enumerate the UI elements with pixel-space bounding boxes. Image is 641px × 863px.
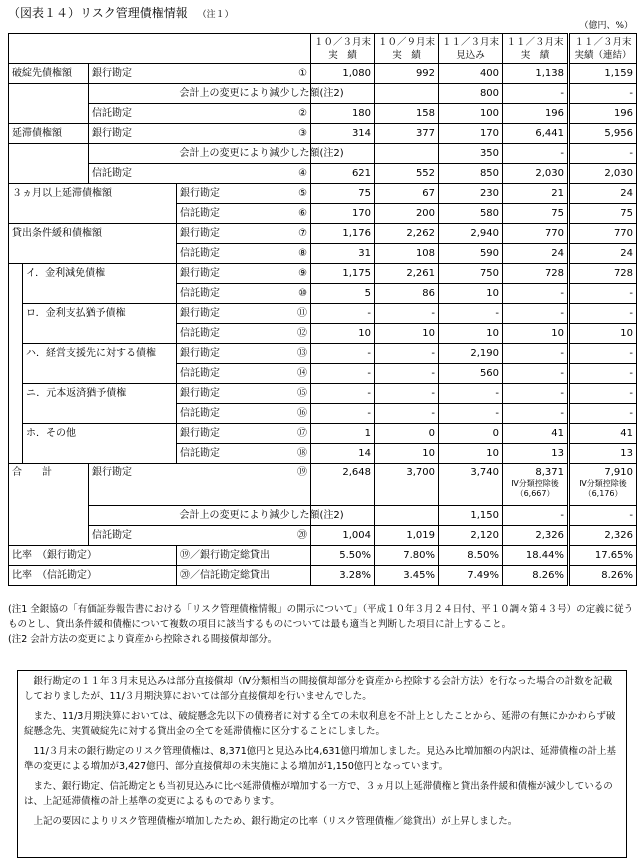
table-cell-value	[375, 144, 439, 164]
table-cell	[9, 104, 89, 124]
table-cell-value: -	[503, 304, 569, 324]
table-cell-value: 621	[311, 164, 375, 184]
commentary-box	[17, 670, 627, 858]
footnote-1: (注1 全銀協の「有価証券報告書における「リスク管理債権情報」の開示について」（平成１０年３月２４日付、平１０調々第４３号）の定義に従うものとし、貸出条件緩和債権について複数の項目に該当するものについては最も適当と判断した項目に計上すること。	[8, 604, 634, 630]
table-cell: 会計上の変更により減少した額(注2)	[177, 506, 311, 526]
table-cell: ３ヵ月以上延滞債権額	[9, 184, 177, 204]
table-cell-value: 2,190	[439, 344, 503, 364]
table-cell: イ．金利減免債権	[23, 264, 177, 284]
table-cell-value: 560	[439, 364, 503, 384]
table-row	[9, 84, 637, 104]
table-cell-value: -	[503, 404, 569, 424]
table-cell-value: 13	[569, 444, 637, 464]
table-cell-value: 7.80%	[375, 546, 439, 566]
table-cell: 信託勘定	[177, 404, 289, 424]
table-cell	[9, 364, 23, 384]
risk-table	[8, 33, 637, 586]
table-cell-value: 2,262	[375, 224, 439, 244]
table-cell-value: 2,648	[311, 464, 375, 506]
table-cell-value: 992	[375, 64, 439, 84]
table-cell-value: -	[375, 344, 439, 364]
table-cell-value: 1,138	[503, 64, 569, 84]
table-row	[9, 404, 637, 424]
table-cell: 信託勘定	[177, 284, 289, 304]
table-cell	[9, 204, 177, 224]
table-cell: ⑯	[289, 404, 311, 424]
table-cell	[9, 424, 23, 444]
table-cell-value: 314	[311, 124, 375, 144]
table-cell-value: 10	[439, 284, 503, 304]
table-cell: 信託勘定	[177, 444, 289, 464]
table-cell-value: 5	[311, 284, 375, 304]
table-cell: 信託勘定	[177, 244, 289, 264]
table-cell: 貸出条件緩和債権額	[9, 224, 177, 244]
table-cell: ⑲	[289, 464, 311, 506]
table-cell	[9, 324, 23, 344]
table-cell-value: 2,326	[503, 526, 569, 546]
table-cell-value: 1,019	[375, 526, 439, 546]
table-cell	[89, 144, 177, 164]
table-cell-value: 3,700	[375, 464, 439, 506]
table-cell: ⑦	[289, 224, 311, 244]
table-cell-value: -	[503, 384, 569, 404]
table-cell-value: -	[375, 384, 439, 404]
table-cell-value: 100	[439, 104, 503, 124]
table-row	[9, 164, 637, 184]
table-cell-value: -	[311, 344, 375, 364]
table-row	[9, 144, 637, 164]
table-cell: 信託勘定	[177, 204, 289, 224]
table-cell-value: 10	[375, 324, 439, 344]
table-cell-value: 1,080	[311, 64, 375, 84]
table-cell: ⑬	[289, 344, 311, 364]
table-cell-value: 850	[439, 164, 503, 184]
table-cell-value: -	[569, 384, 637, 404]
table-cell-value: 3.45%	[375, 566, 439, 586]
table-cell: ⑨	[289, 264, 311, 284]
table-cell-value: 31	[311, 244, 375, 264]
table-cell-value: 2,326	[569, 526, 637, 546]
table-cell-value: -	[569, 284, 637, 304]
table-cell-value: -	[311, 364, 375, 384]
table-cell: 信託勘定	[89, 104, 289, 124]
table-cell-value: -	[503, 506, 569, 526]
table-row	[9, 264, 637, 284]
table-cell-value	[375, 506, 439, 526]
table-row	[9, 364, 637, 384]
table-row	[9, 424, 637, 444]
table-cell-value: 13	[503, 444, 569, 464]
table-cell	[9, 444, 23, 464]
table-cell: ⑩	[289, 284, 311, 304]
table-cell-value: 377	[375, 124, 439, 144]
header-row	[9, 34, 637, 64]
table-cell: ⑧	[289, 244, 311, 264]
commentary-paragraph: 上記の要因によりリスク管理債権が増加したため、銀行勘定の比率（リスク管理債権／総貸出）が上昇しました。	[33, 816, 518, 827]
table-cell-value: 24	[503, 244, 569, 264]
table-cell-value: 8,371 Ⅳ分類控除後 （6,667）	[503, 464, 569, 506]
table-cell-value: 86	[375, 284, 439, 304]
footnotes	[8, 602, 636, 647]
table-cell: ⑳／信託勘定総貸出	[177, 566, 311, 586]
page-title	[8, 4, 234, 21]
table-cell: ②	[289, 104, 311, 124]
table-cell: ③	[289, 124, 311, 144]
table-cell-value: 350	[439, 144, 503, 164]
table-cell: 銀行勘定	[177, 304, 289, 324]
table-cell-value: 158	[375, 104, 439, 124]
table-cell-value: -	[569, 364, 637, 384]
table-cell-value: 3.28%	[311, 566, 375, 586]
table-cell: ニ．元本返済猶予債権	[23, 384, 177, 404]
table-cell	[89, 84, 177, 104]
table-cell: 銀行勘定	[89, 464, 289, 506]
table-cell-value: -	[375, 304, 439, 324]
table-cell-value: 24	[569, 244, 637, 264]
title-text: （図表１４）リスク管理債権情報	[8, 6, 188, 20]
table-cell-value: 8.50%	[439, 546, 503, 566]
table-cell-value: 580	[439, 204, 503, 224]
table-row	[9, 204, 637, 224]
table-cell: 信託勘定	[177, 364, 289, 384]
header-c5: １１／３月末 実績（連結）	[569, 34, 637, 64]
table-cell-value: 2,030	[503, 164, 569, 184]
table-cell-value: 41	[503, 424, 569, 444]
table-cell	[9, 526, 89, 546]
table-cell-value: -	[503, 364, 569, 384]
table-cell-value: 770	[569, 224, 637, 244]
table-cell: ロ．金利支払猶予債権	[23, 304, 177, 324]
table-cell	[9, 84, 89, 104]
table-cell	[9, 144, 89, 164]
table-cell-value: 10	[503, 324, 569, 344]
table-cell-value: -	[439, 384, 503, 404]
table-cell: 銀行勘定	[177, 184, 289, 204]
table-cell: ⑰	[289, 424, 311, 444]
table-cell-value: 10	[311, 324, 375, 344]
unit-label: （億円、%）	[579, 21, 633, 31]
table-cell-value: 800	[439, 84, 503, 104]
table-cell	[23, 444, 177, 464]
table-cell: ⑮	[289, 384, 311, 404]
table-cell-value: 728	[569, 264, 637, 284]
table-cell-value: -	[311, 384, 375, 404]
table-cell	[9, 506, 89, 526]
table-cell-value: 2,120	[439, 526, 503, 546]
table-cell-value: 170	[311, 204, 375, 224]
table-cell: ⑳	[289, 526, 311, 546]
table-cell	[9, 404, 23, 424]
table-cell-value: 552	[375, 164, 439, 184]
table-cell-value: 41	[569, 424, 637, 444]
table-cell-value: -	[569, 144, 637, 164]
table-cell: ⑥	[289, 204, 311, 224]
table-row-ratio	[9, 546, 637, 566]
table-cell: 銀行勘定	[89, 124, 289, 144]
header-c2: １０／９月末 実 績	[375, 34, 439, 64]
footnote-2: (注2 会計方法の変更により資産から控除される間接償却部分。	[8, 634, 278, 645]
table-cell-value	[375, 84, 439, 104]
table-cell-value: 67	[375, 184, 439, 204]
table-row	[9, 506, 637, 526]
table-cell	[9, 284, 23, 304]
table-cell-value: 3,740	[439, 464, 503, 506]
table-cell-value: 2,940	[439, 224, 503, 244]
table-cell-value: 10	[439, 444, 503, 464]
table-cell-value: 2,030	[569, 164, 637, 184]
table-cell: ⑭	[289, 364, 311, 384]
table-row	[9, 444, 637, 464]
table-cell: 信託勘定	[177, 324, 289, 344]
table-cell-value: 0	[375, 424, 439, 444]
table-cell-value: 230	[439, 184, 503, 204]
table-cell-value: 400	[439, 64, 503, 84]
table-cell-value: 18.44%	[503, 546, 569, 566]
table-cell: ④	[289, 164, 311, 184]
table-cell-value: 14	[311, 444, 375, 464]
table-cell-value: 24	[569, 184, 637, 204]
table-cell: 銀行勘定	[89, 64, 289, 84]
table-cell-value: 10	[439, 324, 503, 344]
table-row	[9, 224, 637, 244]
table-cell: ⑫	[289, 324, 311, 344]
commentary-paragraph: また、11/3月期決算においては、破綻懸念先以下の債務者に対する全ての未収利息を不計上としたことから、延滞の有無にかかわらず破綻懸念先、実質破綻先に対する貸出金の全てを延滞債権に区分することにしました。	[24, 711, 616, 737]
table-cell-value: -	[439, 304, 503, 324]
table-cell-value: -	[439, 404, 503, 424]
table-cell-value: -	[569, 404, 637, 424]
table-row-ratio	[9, 566, 637, 586]
table-cell-value: -	[503, 144, 569, 164]
commentary-paragraph: 銀行勘定の１１年３月末見込みは部分直接償却（Ⅳ分類相当の間接償却部分を資産から控除する会計方法）を行なった場合の計数を記載しておりましたが、11/３月期決算においては部分直接償却を行いませんでした。	[24, 676, 613, 702]
table-cell	[23, 324, 177, 344]
table-cell: 会計上の変更により減少した額(注2)	[177, 144, 311, 164]
table-row	[9, 304, 637, 324]
table-cell: ホ．その他	[23, 424, 177, 444]
table-row	[9, 284, 637, 304]
table-cell	[23, 284, 177, 304]
table-cell-value: -	[503, 84, 569, 104]
table-row	[9, 344, 637, 364]
table-cell: 信託勘定	[89, 526, 289, 546]
table-cell-value: 75	[311, 184, 375, 204]
table-cell-value: -	[375, 364, 439, 384]
table-cell: 延滞債権額	[9, 124, 89, 144]
table-row	[9, 124, 637, 144]
table-cell	[9, 384, 23, 404]
table-row	[9, 184, 637, 204]
table-cell-value: 8.26%	[503, 566, 569, 586]
table-cell-value: 196	[569, 104, 637, 124]
table-cell-value: -	[569, 304, 637, 324]
table-cell-value: 200	[375, 204, 439, 224]
table-cell-value: -	[503, 344, 569, 364]
table-cell-value: 0	[439, 424, 503, 444]
table-row	[9, 64, 637, 84]
table-cell-value: 21	[503, 184, 569, 204]
table-cell-value: 1	[311, 424, 375, 444]
table-cell-value: 728	[503, 264, 569, 284]
table-row	[9, 324, 637, 344]
table-cell-value: 1,159	[569, 64, 637, 84]
table-cell: ⑲／銀行勘定総貸出	[177, 546, 311, 566]
table-cell-value: -	[311, 304, 375, 324]
table-cell: 銀行勘定	[177, 224, 289, 244]
table-cell-value: 10	[569, 324, 637, 344]
table-cell-value: 196	[503, 104, 569, 124]
table-cell: ⑤	[289, 184, 311, 204]
table-cell	[23, 364, 177, 384]
table-cell	[9, 244, 177, 264]
table-cell	[9, 304, 23, 324]
table-cell-value: 5,956	[569, 124, 637, 144]
table-cell: 信託勘定	[89, 164, 289, 184]
header-c4: １１／３月末 実 績	[503, 34, 569, 64]
table-cell-value: 2,261	[375, 264, 439, 284]
table-cell-value: 770	[503, 224, 569, 244]
table-row	[9, 244, 637, 264]
table-cell: ハ．経営支援先に対する債権	[23, 344, 177, 364]
table-cell: ①	[289, 64, 311, 84]
table-cell	[9, 264, 23, 284]
row-group-label: 破綻先債権額	[9, 64, 89, 84]
commentary-paragraph: 11/３月末の銀行勘定のリスク管理債権は、8,371億円と見込み比4,631億円増加しました。見込み比増加額の内訳は、延滞債権の計上基準の変更による増加が3,427億円、部分直接償却の未実施による増加が1,150億円となっています。	[24, 746, 616, 772]
table-cell	[9, 164, 89, 184]
table-cell	[9, 344, 23, 364]
table-cell-value: 7.49%	[439, 566, 503, 586]
table-cell-value: 1,150	[439, 506, 503, 526]
table-cell-value: 5.50%	[311, 546, 375, 566]
table-cell: 比率 （銀行勘定）	[9, 546, 177, 566]
table-cell: 会計上の変更により減少した額(注2)	[177, 84, 311, 104]
table-cell-value: 6,441	[503, 124, 569, 144]
table-cell: 合 計	[9, 464, 89, 506]
table-cell: 比率 （信託勘定）	[9, 566, 177, 586]
table-cell-value: -	[503, 284, 569, 304]
title-note: （注１）	[197, 10, 234, 20]
table-cell-value: 17.65%	[569, 546, 637, 566]
table-cell: 銀行勘定	[177, 264, 289, 284]
table-cell-value: -	[311, 404, 375, 424]
table-cell	[89, 506, 177, 526]
table-cell	[9, 34, 311, 64]
table-cell: ⑪	[289, 304, 311, 324]
table-cell-value: 590	[439, 244, 503, 264]
table-cell-value: -	[569, 84, 637, 104]
table-cell-value: 8.26%	[569, 566, 637, 586]
table-cell	[23, 404, 177, 424]
table-cell: 銀行勘定	[177, 384, 289, 404]
table-cell-value: 7,910 Ⅳ分類控除後 （6,176）	[569, 464, 637, 506]
table-cell-value: 1,176	[311, 224, 375, 244]
table-row-total	[9, 464, 637, 506]
table-cell-value: -	[375, 404, 439, 424]
table-cell-value: 1,004	[311, 526, 375, 546]
table-row	[9, 526, 637, 546]
table-cell-value: 180	[311, 104, 375, 124]
table-cell-value: 108	[375, 244, 439, 264]
table-cell-value: 75	[569, 204, 637, 224]
table-row	[9, 104, 637, 124]
table-cell-value: 170	[439, 124, 503, 144]
header-c3: １１／３月末 見込み	[439, 34, 503, 64]
table-cell: ⑱	[289, 444, 311, 464]
table-cell-value: 750	[439, 264, 503, 284]
table-cell: 銀行勘定	[177, 344, 289, 364]
table-cell-value: -	[569, 344, 637, 364]
table-cell: 銀行勘定	[177, 424, 289, 444]
header-c1: １０／３月末 実 績	[311, 34, 375, 64]
table-cell-value: 75	[503, 204, 569, 224]
table-row	[9, 384, 637, 404]
table-cell-value: -	[569, 506, 637, 526]
table-cell-value: 10	[375, 444, 439, 464]
table-cell-value: 1,175	[311, 264, 375, 284]
commentary-paragraph: また、銀行勘定、信託勘定とも当初見込みに比べ延滞債権が増加する一方で、３ヵ月以上延滞債権と貸出条件緩和債権が減少しているのは、上記延滞債権の計上基準の変更によるものであります。	[24, 781, 613, 807]
